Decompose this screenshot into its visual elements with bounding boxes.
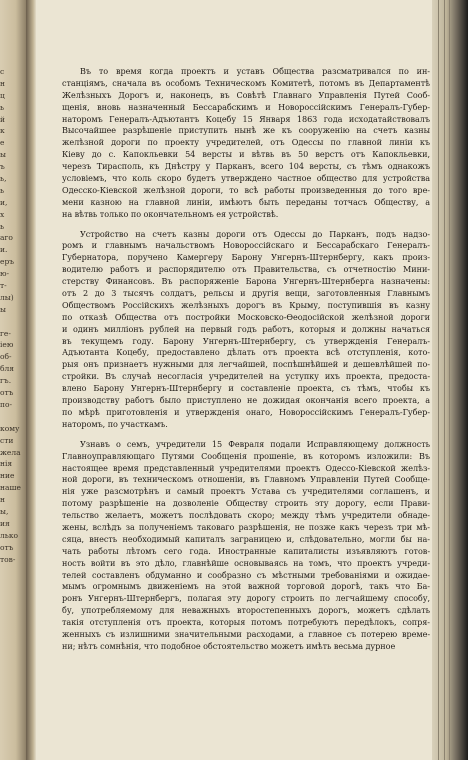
text-line: нія уже разсмотрѣнъ и самый проектъ Устава съ учредителями соглашенъ, и <box>62 486 430 497</box>
left-edge-fragment: ь, <box>0 174 7 184</box>
text-line: тельство желаетъ, можетъ послѣдовать скоро; между тѣмъ учредители обнаде- <box>62 510 430 521</box>
paragraph <box>62 66 430 221</box>
text-line: и одинъ милліонъ рублей на первый годъ работъ, которыя и должны начаться <box>62 323 430 334</box>
text-line: чать работы лѣтомъ сего года. Иностранные капиталисты изъявляютъ готов- <box>62 545 430 556</box>
text-line: по отказѣ Общества отъ постройки Московско-Ѳеодосійской желѣзной дороги <box>62 311 430 322</box>
left-edge-fragment: нія <box>0 459 13 469</box>
left-edge-fragment: отъ <box>0 542 14 552</box>
left-edge-fragment: ц <box>0 90 5 100</box>
left-edge-fragment: к <box>0 126 5 136</box>
text-line: стройки. Въ случаѣ несогласія учредителей на уступку ихъ проекта, предоста- <box>62 371 430 382</box>
left-edge-fragment: с <box>0 67 5 76</box>
text-line: условіемъ, что коль скоро будетъ утверждено частное общество для устройства <box>62 173 430 184</box>
text-line: желѣзной дороги по проекту учредителей, отъ Одессы по главной линіи къ <box>62 137 430 148</box>
text-line: ность войти въ это дѣло, главнѣйше основываясь на томъ, что проектъ учреди- <box>62 557 430 568</box>
text-line: потому разрѣшеніе на дозволеніе Обществу строить эту дорогу, если Прави- <box>62 498 430 509</box>
left-edge-fragment: еръ <box>0 257 15 267</box>
left-edge-fragment: тов- <box>0 554 16 564</box>
left-edge-fragment: ю- <box>0 269 10 279</box>
text-line: Одесско-Кіевской желѣзной дороги, то всѣ работы произведенныя до того вре- <box>62 184 430 195</box>
text-line: Устройство на счетъ казны дороги отъ Одессы до Парканъ, подъ надзо- <box>80 228 430 239</box>
text-line: рыя онъ признаетъ нужными для легчайшей, поспѣшнѣйшей и дешевлѣйшей по- <box>62 359 430 370</box>
left-edge-fragment: лы) <box>0 292 14 302</box>
left-edge-fragment: н <box>0 78 5 88</box>
left-edge-fragment: ге- <box>0 328 11 338</box>
left-edge-fragment <box>0 316 26 328</box>
left-edge-fragment: ь <box>0 185 5 195</box>
left-edge-fragment: отъ <box>0 388 14 398</box>
text-line: ромъ и главнымъ начальствомъ Новороссійскаго и Бессарабскаго Генералъ- <box>62 240 430 251</box>
left-edge-fragment: сти <box>0 435 14 445</box>
text-line: Въ то время когда проектъ и уставъ Общества разсматривался по ин- <box>80 66 430 76</box>
text-line: на вѣтвь только по окончательномъ ея устройствѣ. <box>62 208 279 219</box>
text-line: Обществомъ Россійскихъ желѣзныхъ дорогъ въ Крыму, поступившія въ казну <box>62 299 430 310</box>
text-line: Узнавъ о семъ, учредители 15 Февраля подали Исправляющему должность <box>80 438 430 449</box>
left-edge-fragment: ы <box>0 150 6 160</box>
book-gutter <box>26 0 36 760</box>
text-line: Желѣзныхъ Дорогъ и, наконецъ, въ Совѣтѣ Главнаго Управленія Путей Сооб- <box>62 89 430 100</box>
text-line: Губернатора, поручено Камергеру Барону Унгернъ-Штернбергу, какъ произ- <box>62 252 430 263</box>
text-line: по мѣрѣ приготовленія и утвержденія онаго, Новороссійскимъ Генералъ-Губер- <box>62 406 430 417</box>
text-line: наторомъ Генералъ-Адъютантъ Коцебу 15 Января 1863 года исходатайствовалъ <box>62 113 430 124</box>
left-edge-fragment: лько <box>0 530 19 540</box>
text-line: ной дороги, въ техническомъ отношеніи, въ Главномъ Управленіи Путей Сообще- <box>62 474 430 485</box>
text-line: влено Барону Унгернъ-Штернбергу и составленіе проекта, съ тѣмъ, чтобы къ <box>62 383 430 394</box>
left-page-text-fragments <box>0 0 26 760</box>
left-edge-fragment: х <box>0 209 5 219</box>
text-line: женныхъ съ излишними значительными расходами, а главное съ потерею време- <box>62 628 430 639</box>
text-line: настоящее время представленный учредителями проектъ Одессо-Кіевской желѣз- <box>62 462 430 473</box>
paragraph <box>62 229 430 431</box>
text-line: жены, вслѣдъ за полученіемъ таковаго разрѣшенія, не позже какъ черезъ три мѣ- <box>62 521 430 532</box>
left-edge-fragment: ы, <box>0 506 9 516</box>
left-edge-fragment: жела <box>0 447 21 457</box>
left-edge-fragment: ия <box>0 518 10 528</box>
text-line: мымъ огромнымъ движеніемъ на этой важной торговой дорогѣ, такъ что Ба- <box>62 581 430 592</box>
text-line: производству работъ было приступлено не дожидая окончанія всего проекта, а <box>62 395 430 406</box>
left-edge-fragment: ние <box>0 471 15 481</box>
text-line: бу, употребляемому для неважныхъ второстепенныхъ дорогъ, можетъ сдѣлать <box>62 605 430 616</box>
text-line: въ текущемъ году. Барону Унгернъ-Штернбергу, съ утвержденія Генералъ- <box>62 335 430 346</box>
left-edge-fragment: об- <box>0 352 12 362</box>
left-page-edge <box>0 0 26 760</box>
text-line: черезъ Тирасполь, къ Днѣстру у Парканъ, всего 104 версты, съ тѣмъ однакожъ <box>62 161 430 172</box>
text-line: Главноуправляющаго Путями Сообщенія прошеніе, въ которомъ изложили: Въ <box>62 450 430 461</box>
left-edge-fragment: аго <box>0 233 13 243</box>
text-line: наторомъ, по участкамъ. <box>62 418 168 429</box>
left-edge-fragment: бля <box>0 364 15 374</box>
left-edge-fragment: наше <box>0 483 21 493</box>
left-edge-fragment: гъ. <box>0 376 12 386</box>
left-edge-fragment: іею <box>0 340 14 350</box>
left-edge-fragment: й <box>0 114 5 124</box>
text-line: сяца, внесть необходимый капиталъ заграницею и, слѣдовательно, могли бы на- <box>62 533 430 544</box>
text-line: ронъ Унгернъ-Штернбергъ, полагая эту дорогу строить по легчайшему способу, <box>62 593 430 604</box>
paragraph <box>62 439 430 653</box>
text-line: водителю работъ и распорядителю отъ Правительства, съ отчетностію Мини- <box>62 264 430 275</box>
text-line: станціямъ, сначала въ особомъ Техническомъ Комитетѣ, потомъ въ Департаментѣ <box>62 77 430 88</box>
text-line: мени казною на главной линіи, имѣютъ быть переданы тотчасъ Обществу, а <box>62 196 430 207</box>
left-edge-fragment <box>0 411 26 423</box>
text-line: ни; нѣтъ сомнѣнія, что подобное обстоятельство можетъ имѣть весьма дурное <box>62 640 396 651</box>
left-edge-fragment: ь <box>0 221 5 231</box>
text-line: щенія, вновь назначенный Бессарабскимъ и Новороссійскимъ Генералъ-Губер- <box>62 101 430 112</box>
left-edge-fragment: ь <box>0 102 5 112</box>
text-line: такія отступленія отъ проекта, которыя потомъ потребуютъ передѣлокъ, сопря- <box>62 617 430 628</box>
left-edge-fragment: и, <box>0 197 8 207</box>
text-line: Высочайшее разрѣшеніе приступить нынѣ же къ сооруженію на счетъ казны <box>62 125 430 136</box>
left-edge-fragment: ы <box>0 304 6 314</box>
text-line: стерству Финансовъ. Въ распоряженіе Барона Унгернъ-Штернберга назначены: <box>62 276 430 287</box>
left-edge-fragment: кому <box>0 423 20 433</box>
page-body-text <box>62 66 430 661</box>
text-line: Адъютанта Коцебу, предоставлено дѣлать отъ проекта всѣ отступленія, кото- <box>62 347 430 358</box>
text-line: Кіеву до с. Капокльевки 54 версты и вѣтвь въ 50 верстъ отъ Капокльевки, <box>62 149 430 160</box>
left-edge-fragment: н <box>0 495 5 505</box>
left-edge-fragment: т- <box>0 281 7 291</box>
text-line: телей составленъ обдуманно и сообразно съ мѣстными требованіями и ожидае- <box>62 569 430 580</box>
left-edge-fragment: е <box>0 138 5 148</box>
text-line: отъ 2 до 3 тысячъ солдатъ, рельсы и другія вещи, заготовленныя Главнымъ <box>62 288 430 299</box>
left-edge-fragment: по- <box>0 399 13 409</box>
left-edge-fragment: ъ <box>0 162 5 172</box>
right-page-edge <box>432 0 468 760</box>
left-edge-fragment: и. <box>0 245 8 255</box>
